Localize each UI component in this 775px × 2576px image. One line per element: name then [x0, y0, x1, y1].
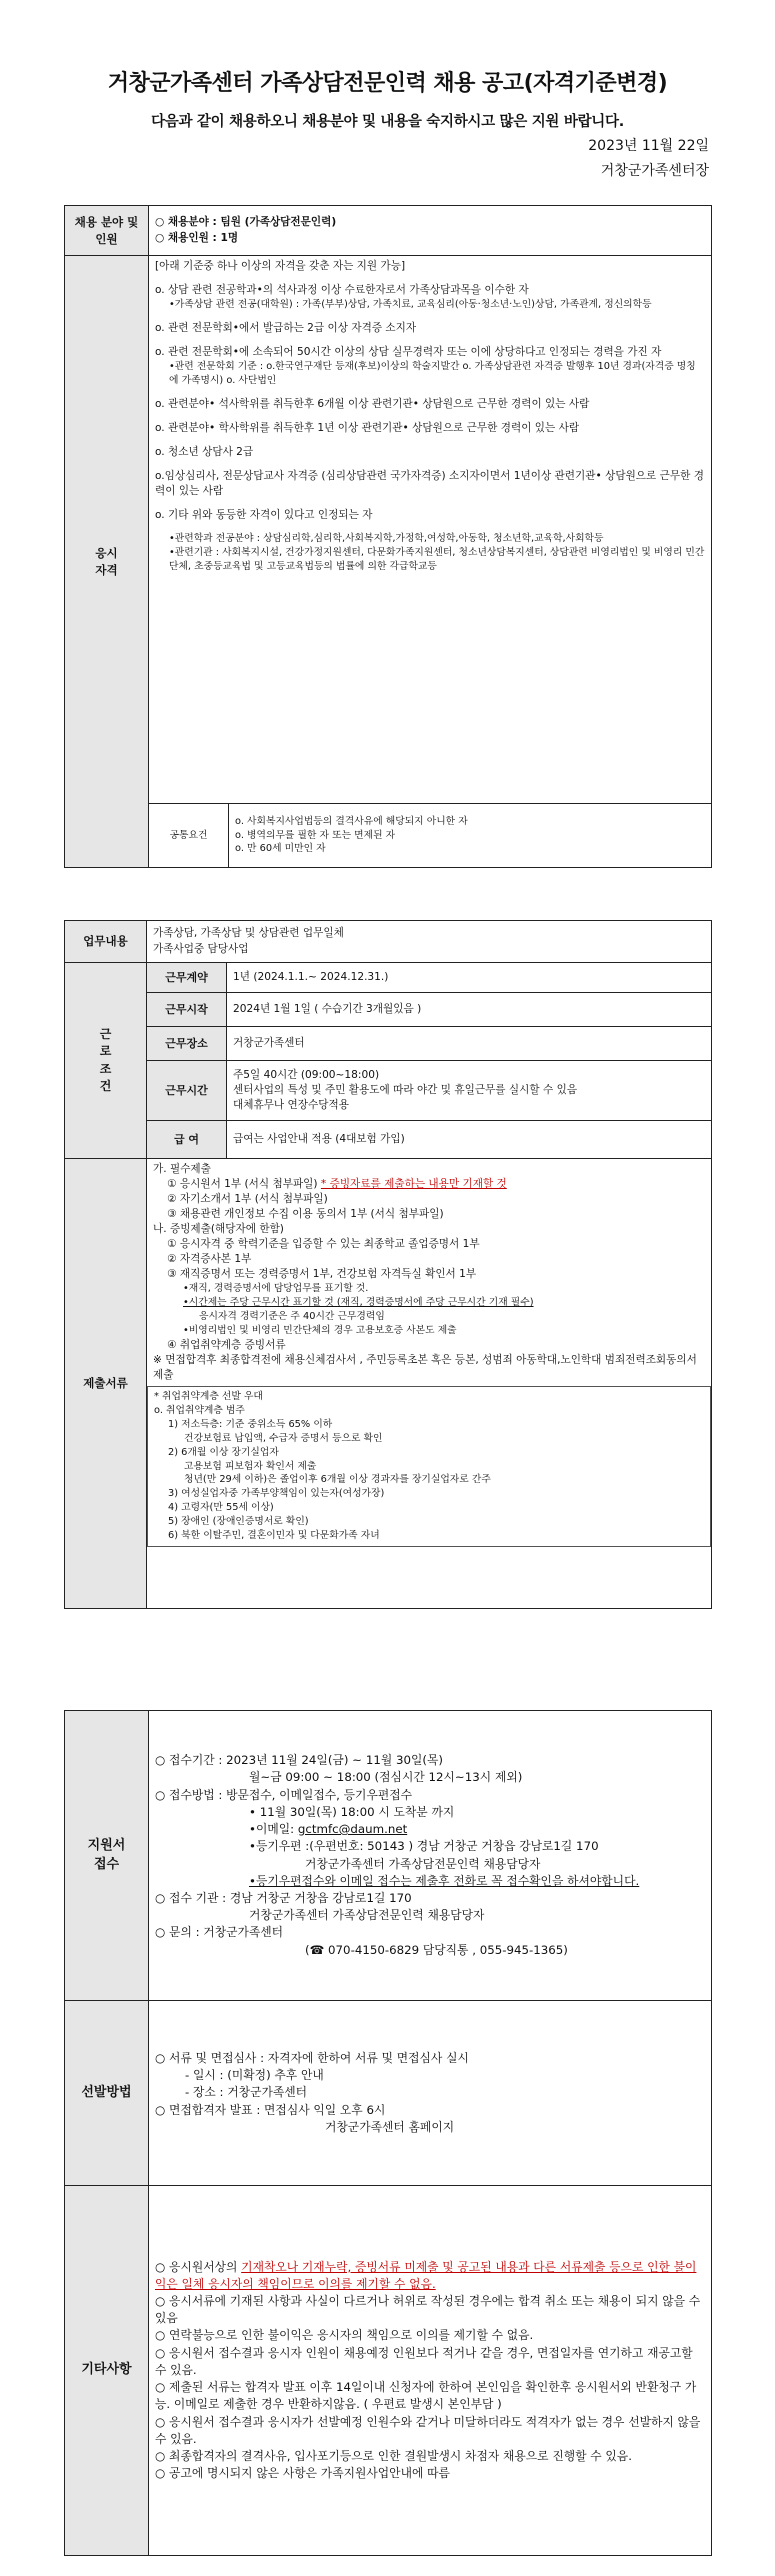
condition-label: 근무계약 [147, 963, 227, 993]
documents-line: 고용보험 피보험자 확인서 제출 [184, 1460, 317, 1472]
qualification-content [149, 256, 712, 804]
notice-date: 2023년 11월 22일 [588, 138, 709, 154]
documents-line: •시간제는 주당 근무시간 표기할 것 (재직, 경력증명서에 주당 근무시간 기재 필수) [183, 1297, 534, 1309]
selection-line: - 일시 : (미확정) 추후 안내 [185, 2068, 324, 2083]
documents-line: * 취업취약계층 선발 우대 [154, 1390, 263, 1402]
apply-line: 거창군가족센터 가족상담전문인력 채용담당자 [305, 1856, 541, 1871]
selection-line: ○ 서류 및 면접심사 : 자격자에 한하여 서류 및 면접심사 실시 [155, 2050, 469, 2065]
qualification-table [64, 205, 712, 868]
common-requirements-content [229, 804, 712, 868]
work-label: 업무내용 [65, 921, 147, 963]
documents-line: 나. 증빙제출(해당자에 한함) [153, 1223, 284, 1236]
selection-content [149, 2001, 712, 2186]
apply-line: •등기우편접수와 이메일 접수는 제출후 전화로 꼭 접수확인을 하셔야합니다. [249, 1873, 640, 1888]
qualification-line: •가족상담 관련 전공(대학원) : 가족(부부)상담, 가족치료, 교육심리(아동·청소년·노인)상담, 가족관계, 정신의학등 [169, 299, 652, 311]
common-requirements-row [65, 804, 712, 868]
application-table [64, 1710, 712, 2556]
qualification-line: o. 기타 위와 동등한 자격이 있다고 인정되는 자 [155, 509, 373, 521]
documents-note: ※ 면접합격후 최종합격전에 채용신체검사서 , 주민등록초본 혹은 등본, 성범죄 아동학대,노인학대 범죄전력조회동의서 제출 [153, 1353, 697, 1381]
documents-line: 6) 북한 이탈주민, 결혼이민자 및 다문화가족 자녀 [168, 1530, 380, 1542]
condition-value: 1년 (2024.1.1.~ 2024.12.31.) [227, 963, 712, 993]
qualification-line: o. 관련 전문학회•에서 발급하는 2급 이상 자격증 소지자 [155, 321, 417, 334]
work-line: 가족사업중 담당사업 [153, 942, 249, 955]
field-label: 채용 분야 및 인원 [65, 206, 149, 256]
etc-row [65, 2186, 712, 2556]
etc-content [149, 2186, 712, 2556]
apply-line: ○ 접수방법 : 방문접수, 이메일접수, 등기우편접수 [155, 1787, 413, 1802]
qualification-line: o. 관련분야• 학사학위를 취득한후 1년 이상 관련기관• 상담원으로 근무한 경력이 있는 사람 [155, 421, 580, 434]
apply-label: 지원서 접수 [65, 1711, 149, 2001]
documents-line: 건강보험료 납입액, 수급자 증명서 등으로 확인 [184, 1432, 383, 1444]
documents-line: ② 자기소개서 1부 (서식 첨부파일) [167, 1193, 328, 1206]
documents-line: 4) 고령자(만 55세 이상) [168, 1502, 274, 1514]
vulnerable-group-box [147, 1386, 711, 1547]
selection-line: - 장소 : 거창군가족센터 [185, 2085, 308, 2100]
apply-line: ○ 접수기간 : 2023년 11월 24일(금) ~ 11월 30일(목) [155, 1753, 443, 1768]
condition-label: 근무시간 [147, 1061, 227, 1121]
etc-line: ○ 최종합격자의 결격사유, 입사포기등으로 인한 결원발생시 차점자 채용으로 진행할 수 있음. [155, 2448, 632, 2463]
field-line: ○ 채용분야 : 팀원 (가족상담전문인력) [155, 216, 337, 229]
notice-organization: 거창군가족센터장 [600, 163, 709, 179]
documents-line: ① 응시자격 중 학력기준을 입증할 수 있는 최종학교 졸업증명서 1부 [167, 1238, 480, 1251]
documents-line: ① 응시원서 1부 (서식 첨부파일) [167, 1178, 318, 1191]
documents-line: 청년(만 29세 이하)은 졸업이후 6개월 이상 경과자를 장기실업자로 간주 [184, 1474, 491, 1486]
qualification-line: o.임상심리사, 전문상담교사 자격증 (심리상담관련 국가자격증) 소지자이면서 1년이상 관련기관• 상담원으로 근무한 경력이 있는 사람 [155, 469, 704, 497]
condition-row [65, 993, 712, 1027]
condition-label: 근무시작 [147, 993, 227, 1027]
documents-line: 응시자격 경력기준은 주 40시간 근무경력임 [199, 1311, 385, 1323]
condition-row [65, 1027, 712, 1061]
documents-line: 2) 6개월 이상 장기실업자 [168, 1446, 279, 1458]
apply-line: 거창군가족센터 가족상담전문인력 채용담당자 [249, 1908, 485, 1923]
documents-line: o. 취업취약계층 범주 [154, 1404, 245, 1416]
documents-line: •비영리법인 및 비영리 민간단체의 경우 고용보호증 사본도 제출 [183, 1324, 457, 1336]
documents-line: 가. 필수제출 [153, 1163, 211, 1175]
documents-row [65, 1159, 712, 1609]
apply-line: ○ 문의 : 거창군가족센터 [155, 1925, 284, 1940]
qualification-line: [아래 기준중 하나 이상의 자격을 갖춘 자는 지원 가능] [155, 260, 406, 272]
qualification-line: o. 상담 관련 전공학과•의 석사과정 이상 수료한자로서 가족상담과목을 이수한 자 [155, 284, 529, 297]
work-row [65, 921, 712, 963]
selection-line: ○ 면접합격자 발표 : 면접심사 익일 오후 6시 [155, 2102, 386, 2117]
qualification-line: o. 청소년 상담사 2급 [155, 445, 254, 458]
selection-label: 선발방법 [65, 2001, 149, 2186]
apply-line: •등기우편 :(우편번호: 50143 ) 경남 거창군 거창읍 강남로1길 170 [249, 1839, 599, 1854]
work-content [147, 921, 712, 963]
documents-label: 제출서류 [65, 1159, 147, 1609]
qualification-line: •관련 전문학회 기준 : o.한국연구재단 등재(후보)이상의 학술지발간 o. 가족상담관련 자격증 발행후 10년 경과(자격증 명칭에 가족명시) o. 사단법인 [169, 361, 696, 386]
apply-line: • 11월 30일(목) 18:00 시 도착분 까지 [249, 1804, 455, 1819]
etc-line: ○ 공고에 명시되지 않은 사항은 가족지원사업안내에 따름 [155, 2466, 450, 2481]
condition-label: 근무장소 [147, 1027, 227, 1061]
condition-row [65, 1121, 712, 1159]
condition-line: 센터사업의 특성 및 주민 활용도에 따라 야간 및 휴일근무를 실시할 수 있음 [233, 1083, 578, 1096]
conditions-label: 근로조건 [65, 963, 147, 1159]
selection-line: 거창군가족센터 홈페이지 [325, 2119, 455, 2134]
qualification-line: o. 관련분야• 석사학위를 취득한후 6개월 이상 관련기관• 상담원으로 근무한 경력이 있는 사람 [155, 397, 590, 410]
field-row [65, 206, 712, 256]
apply-row [65, 1711, 712, 2001]
documents-emphasis: * 증빙자료를 제출하는 내용만 기재할 것 [320, 1178, 507, 1191]
condition-value: 급여는 사업안내 적용 (4대보험 가입) [227, 1121, 712, 1159]
common-requirement: o. 병역의무를 필한 자 또는 면제된 자 [235, 829, 396, 841]
condition-line: 대체휴무나 연장수당적용 [233, 1099, 349, 1112]
condition-row [65, 963, 712, 993]
qualification-line: •관련학과 전공분야 : 상담심리학,심리학,사회복지학,가정학,여성학,아동학, 청소년학,교육학,사회학등 [169, 533, 604, 545]
documents-content [147, 1159, 712, 1609]
condition-row [65, 1061, 712, 1121]
condition-value: 거창군가족센터 [227, 1027, 712, 1061]
etc-line: ○ 응시원서 접수결과 응시자 인원이 채용예정 인원보다 적거나 같을 경우, 면접일자를 연기하고 재공고할 수 있음. [155, 2345, 693, 2377]
apply-line: •이메일: [249, 1822, 298, 1837]
qualification-row [65, 256, 712, 804]
etc-line: ○ 응시원서상의 [155, 2259, 242, 2274]
etc-label: 기타사항 [65, 2186, 149, 2556]
field-content [149, 206, 712, 256]
apply-line: (☎ 070-4150-6829 담당직통 , 055-945-1365) [305, 1942, 568, 1957]
selection-row [65, 2001, 712, 2186]
field-line: ○ 채용인원 : 1명 [155, 231, 239, 244]
etc-emphasis: 기재착오나 기재누락, 증빙서류 미제출 및 공고된 내용과 다른 서류제출 등으로 인한 불이익은 일체 응시자의 책임이므로 이의를 제기할 수 없음. [155, 2259, 697, 2291]
email-address-link[interactable]: gctmfc@daum.net [297, 1822, 408, 1837]
documents-line: ③ 재직증명서 또는 경력증명서 1부, 건강보험 자격득실 확인서 1부 [167, 1268, 477, 1281]
qualification-line: •관련기관 : 사회복지시설, 건강가정지원센터, 다문화가족지원센터, 청소년상담복지센터, 상담관련 비영리법인 및 비영리 민간단체, 초중등교육법 및 고등교육법등의 법률에 의한 각급학교등 [169, 546, 705, 572]
apply-line: ○ 접수 기관 : 경남 거창군 거창읍 강남로1길 170 [155, 1890, 412, 1905]
qualification-label: 응시 자격 [65, 256, 149, 868]
condition-line: 주5일 40시간 (09:00~18:00) [233, 1068, 380, 1081]
documents-line: ④ 취업취약계층 증빙서류 [167, 1338, 286, 1351]
apply-line: 월~금 09:00 ~ 18:00 (점심시간 12시~13시 제외) [249, 1770, 523, 1785]
documents-line: ③ 채용관련 개인정보 수집 이용 동의서 1부 (서식 첨부파일) [167, 1208, 444, 1221]
condition-label: 급 여 [147, 1121, 227, 1159]
qualification-line: o. 관련 전문학회•에 소속되어 50시간 이상의 상담 실무경력자 또는 이에 상당하다고 인정되는 경력을 가진 자 [155, 346, 662, 358]
condition-value [227, 1061, 712, 1121]
page-title: 거창군가족센터 가족상담전문인력 채용 공고(자격기준변경) [107, 71, 668, 96]
documents-line: •재직, 경력증명서에 담당업무를 표기할 것. [183, 1283, 369, 1295]
work-line: 가족상담, 가족상담 및 상담관련 업무일체 [153, 927, 344, 940]
documents-line: 1) 저소득층: 기준 중위소득 65% 이하 [168, 1418, 333, 1430]
documents-line: 5) 장애인 (장애인증명서로 확인) [168, 1516, 309, 1528]
common-requirement: o. 만 60세 미만인 자 [235, 843, 326, 855]
etc-line: ○ 제출된 서류는 합격자 발표 이후 14일이내 신청자에 한하여 본인임을 확인한후 응시원서외 반환청구 가능. 이메일로 제출한 경우 반환하지않음. ( 우편료 발생시 본인부담 ) [155, 2380, 697, 2412]
work-conditions-table [64, 920, 712, 1609]
etc-line: ○ 응시원서 접수결과 응시자가 선발예정 인원수와 같거나 미달하더라도 적격자가 없는 경우 선발하지 않을 수 있음. [155, 2414, 701, 2446]
apply-content [149, 1711, 712, 2001]
common-requirement: o. 사회복지사업법등의 결격사유에 해당되지 아니한 자 [235, 815, 468, 827]
common-requirements-label: 공통요건 [149, 804, 229, 868]
documents-line: ② 자격증사본 1부 [167, 1253, 252, 1266]
etc-line: ○ 응시서류에 기재된 사항과 사실이 다르거나 허위로 작성된 경우에는 합격 취소 또는 채용이 되지 않을 수 있음 [155, 2294, 701, 2326]
etc-line: ○ 연락불능으로 인한 불이익은 응시자의 책임으로 이의를 제기할 수 없음. [155, 2328, 534, 2343]
documents-line: 3) 여성실업자중 가족부양책임이 있는자(여성가장) [168, 1488, 385, 1500]
condition-value: 2024년 1월 1일 ( 수습기간 3개월있음 ) [227, 993, 712, 1027]
page-subtitle: 다음과 같이 채용하오니 채용분야 및 내용을 숙지하시고 많은 지원 바랍니다. [151, 114, 624, 130]
